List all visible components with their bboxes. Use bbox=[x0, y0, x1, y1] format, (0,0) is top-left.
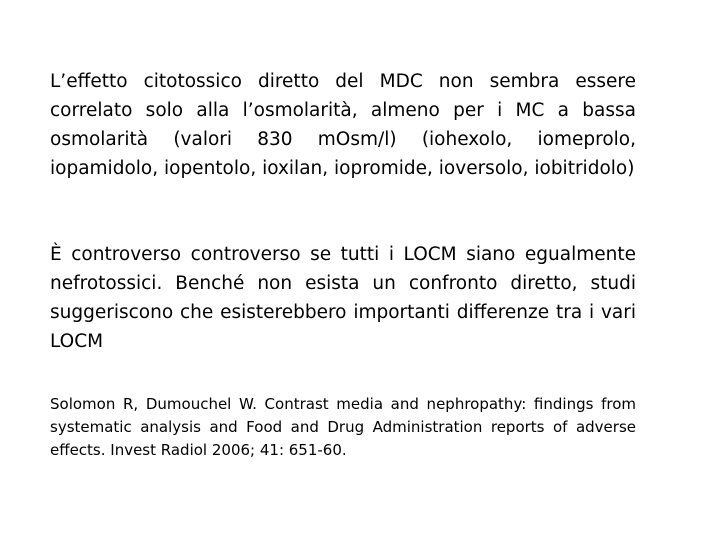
paragraph-osmolarity: L’effetto citotossico diretto del MDC non sembra essere correlato solo alla l’osmolarità, almeno per i MC a bassa osmolarità (valori 830 mOsm/l) (iohexolo, iomeprolo, iopamidolo, iopentolo, ioxilan, iopromide, ioversolo, iobitridolo) bbox=[50, 71, 636, 179]
paragraph-locm-nephrotoxicity: È controverso controverso se tutti i LOCM siano egualmente nefrotossici. Benché non esista un confronto diretto, studi suggeriscono che esisterebbero importanti differenze tra i vari LOCM bbox=[50, 244, 636, 352]
reference-citation: Solomon R, Dumouchel W. Contrast media and nephropathy: findings from systematic analysis and Food and Drug Administration reports of adverse effects. Invest Radiol 2006; 41: 651-60. bbox=[50, 395, 636, 459]
